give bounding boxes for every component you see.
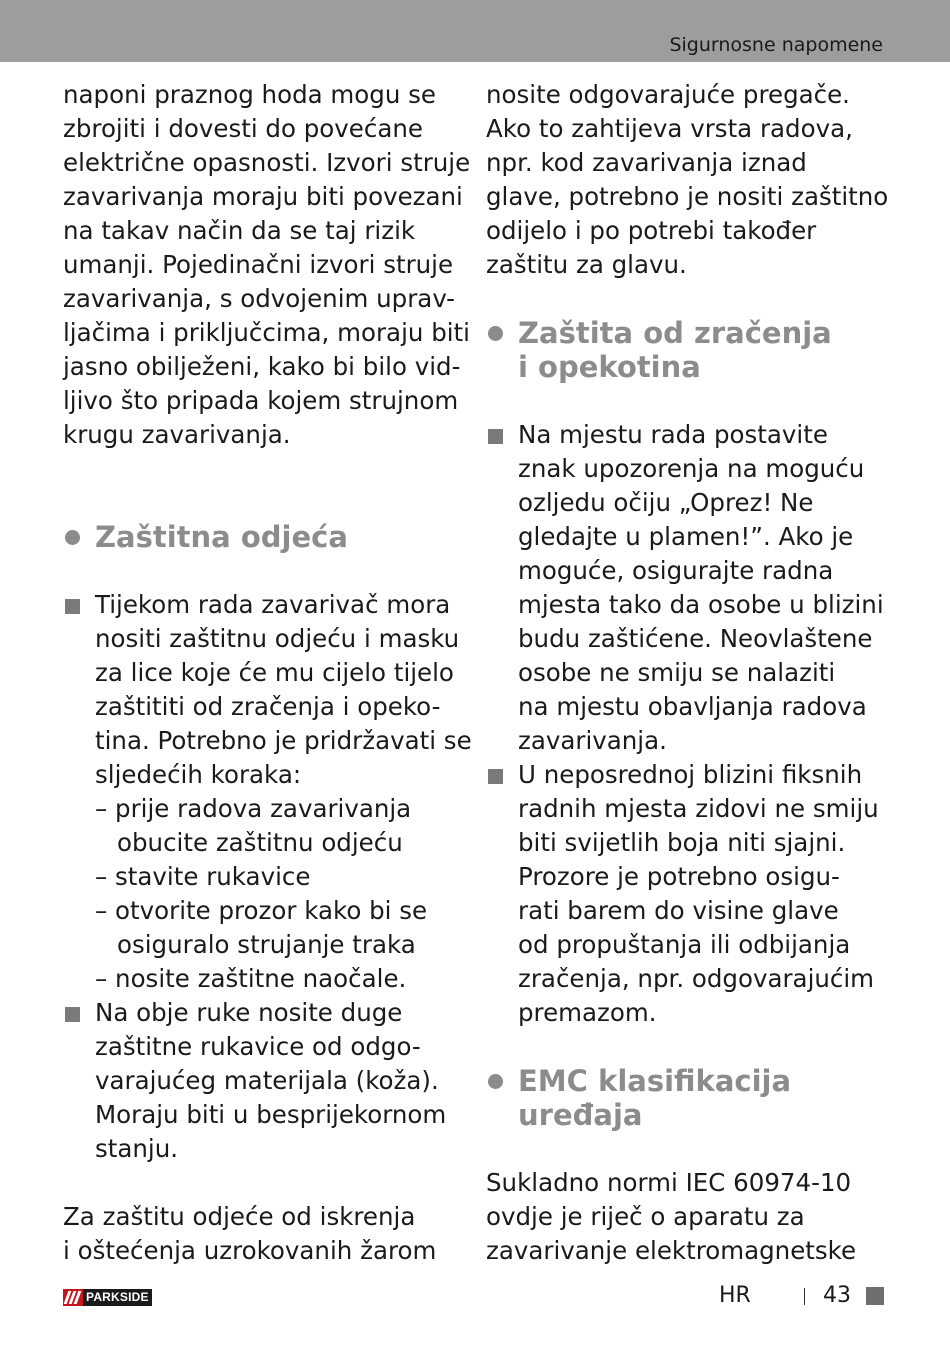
text-line: Sukladno normi IEC 60974-10: [486, 1168, 852, 1197]
text-line: zavarivanja, s odvojenim uprav-: [63, 284, 455, 313]
text-line: zaštitu za glavu.: [486, 250, 687, 279]
text-line: naponi praznog hoda mogu se: [63, 80, 436, 109]
text-line: tina. Potrebno je pridržavati se: [95, 726, 472, 755]
dash-item: – stavite rukavice: [95, 862, 311, 891]
spacer: [63, 486, 463, 520]
dash-item: – nosite zaštitne naočale.: [95, 964, 407, 993]
text-line: i oštećenja uzrokovanih žarom: [63, 1236, 437, 1265]
text-line: gledajte u plamen!”. Ako je: [518, 522, 854, 551]
text-line: mjesta tako da osobe u blizini: [518, 590, 884, 619]
dash-item: – prije radova zavarivanja: [95, 794, 412, 823]
square-bullet-icon: [65, 599, 80, 614]
text-line: za lice koje će mu cijelo tijelo: [95, 658, 454, 687]
dash-item: – otvorite prozor kako bi se: [95, 896, 428, 925]
text-line: Ako to zahtijeva vrsta radova,: [486, 114, 853, 143]
text-line: zaštititi od zračenja i opeko-: [95, 692, 441, 721]
section-heading-continued: uređaja: [518, 1098, 643, 1132]
section-heading-radiation-protection: [486, 316, 886, 350]
parkside-logo: [63, 1289, 167, 1306]
text-line: ovdje je riječ o aparatu za: [486, 1202, 805, 1231]
square-bullet-icon: [488, 429, 503, 444]
text-line: nosite odgovarajuće pregače.: [486, 80, 850, 109]
text-line: npr. kod zavarivanja iznad: [486, 148, 807, 177]
text-line: ljačima i priključcima, moraju biti: [63, 318, 470, 347]
logo-stripes-icon: [63, 1289, 83, 1306]
bullet-dot-icon: [488, 326, 503, 341]
logo-text: PARKSIDE: [83, 1289, 152, 1306]
text-line: Moraju biti u besprijekornom: [95, 1100, 447, 1129]
left-column: [63, 78, 472, 1268]
text-line: biti svijetlih boja niti sjajni.: [518, 828, 846, 857]
footer-divider: [804, 1288, 805, 1305]
spacer: [486, 384, 886, 418]
section-heading-continued: i opekotina: [518, 350, 701, 384]
text-line: krugu zavarivanja.: [63, 420, 291, 449]
text-line: stanju.: [95, 1134, 179, 1163]
heading-text: Zaštitna odjeća: [95, 520, 348, 554]
text-line: varajućeg materijala (koža).: [95, 1066, 439, 1095]
right-column: [486, 78, 889, 1268]
text-line: sljedećih koraka:: [95, 760, 302, 789]
text-line: ljivo što pripada kojem strujnom: [63, 386, 459, 415]
spacer: [63, 1166, 463, 1200]
text-line: na takav način da se taj rizik: [63, 216, 416, 245]
spacer: [63, 452, 463, 486]
text-line: osobe ne smiju se nalaziti: [518, 658, 836, 687]
text-line: budu zaštićene. Neovlaštene: [518, 624, 873, 653]
square-bullet-icon: [488, 769, 503, 784]
heading-text: EMC klasifikacija: [518, 1064, 792, 1098]
text-line: rati barem do visine glave: [518, 896, 839, 925]
text-line: električne opasnosti. Izvori struje: [63, 148, 471, 177]
bullet-item: [486, 418, 886, 452]
bullet-item: [63, 996, 463, 1030]
language-code: HR: [719, 1283, 751, 1308]
section-heading-emc-classification: [486, 1064, 886, 1098]
text-line: U neposrednoj blizini fiksnih: [518, 760, 863, 789]
text-line: nositi zaštitnu odjeću i masku: [95, 624, 460, 653]
spacer: [486, 1030, 886, 1064]
spacer: [486, 1132, 886, 1166]
bullet-dot-icon: [65, 530, 80, 545]
text-line: ozljedu očiju „Oprez! Ne: [518, 488, 814, 517]
spacer: [63, 554, 463, 588]
text-line: od propuštanja ili odbijanja: [518, 930, 851, 959]
square-bullet-icon: [65, 1007, 80, 1022]
text-line: Na mjestu rada postavite: [518, 420, 828, 449]
section-title: Sigurnosne napomene: [669, 34, 883, 56]
bullet-item: [63, 588, 463, 622]
text-line: odijelo i po potrebi također: [486, 216, 817, 245]
page-marker-square-icon: [866, 1287, 884, 1305]
section-heading-protective-clothing: [63, 520, 463, 554]
text-line: Prozore je potrebno osigu-: [518, 862, 840, 891]
text-line: na mjestu obavljanja radova: [518, 692, 867, 721]
text-line: glave, potrebno je nositi zaštitno: [486, 182, 889, 211]
spacer: [486, 282, 886, 316]
text-line: zavarivanja.: [518, 726, 667, 755]
text-line: Na obje ruke nosite duge: [95, 998, 403, 1027]
text-line: radnih mjesta zidovi ne smiju: [518, 794, 879, 823]
page-number: 43: [823, 1283, 851, 1308]
text-line: premazom.: [518, 998, 657, 1027]
text-line: umanji. Pojedinačni izvori struje: [63, 250, 454, 279]
text-line: zbrojiti i dovesti do povećane: [63, 114, 423, 143]
bullet-dot-icon: [488, 1074, 503, 1089]
text-line: zaštitne rukavice od odgo-: [95, 1032, 421, 1061]
text-line: moguće, osigurajte radna: [518, 556, 834, 585]
header-band: [0, 0, 950, 62]
dash-item-continued: obucite zaštitnu odjeću: [117, 828, 403, 857]
text-line: jasno obilježeni, kako bi bilo vid-: [63, 352, 461, 381]
dash-item-continued: osiguralo strujanje traka: [117, 930, 416, 959]
text-line: zavarivanja moraju biti povezani: [63, 182, 463, 211]
bullet-item: [486, 758, 886, 792]
heading-text: Zaštita od zračenja: [518, 316, 832, 350]
text-line: zračenja, npr. odgovarajućim: [518, 964, 875, 993]
text-line: Tijekom rada zavarivač mora: [95, 590, 451, 619]
text-line: Za zaštitu odjeće od iskrenja: [63, 1202, 416, 1231]
text-line: zavarivanje elektromagnetske: [486, 1236, 857, 1265]
text-line: znak upozorenja na moguću: [518, 454, 865, 483]
